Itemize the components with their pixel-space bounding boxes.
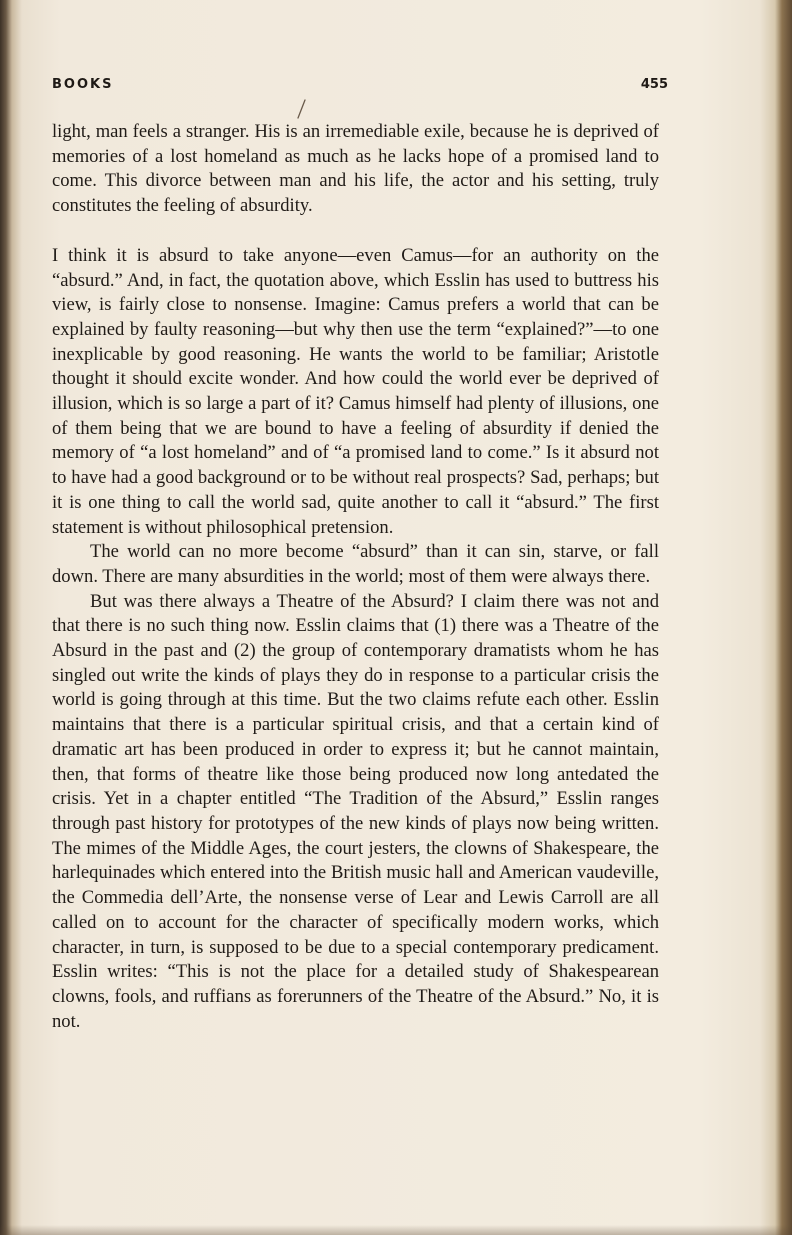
- section-title: BOOKS: [52, 77, 114, 92]
- pencil-mark: [294, 98, 308, 120]
- paragraph: The world can no more become “absurd” than it can sin, starve, or fall down. There are many absurdities in the world; most of them were always there.: [52, 541, 659, 587]
- running-head: [52, 77, 668, 101]
- paragraph: But was there always a Theatre of the Absurd? I claim there was not and that there is no such thing now. Esslin claims that (1) there was a Theatre of the Absurd in the past and (2) the group of contemporary dramatists whom he has singled out write the kinds of plays they do in response to a particular crisis the world is going through at this time. But the two claims refute each other. Esslin maintains that there is a particular spiritual crisis, and that a certain kind of dramatic art has been produced in order to express it; but he cannot maintain, then, that forms of theatre like those being produced now long antedated the crisis. Yet in a chapter entitled “The Tradition of the Absurd,” Esslin ranges through past history for prototypes of the new kinds of plays now being written. The mimes of the Middle Ages, the court jesters, the clowns of Shakespeare, the harlequinades which entered into the British music hall and American vaudeville, the Commedia dell’Arte, the nonsense verse of Lear and Lewis Carroll are all called on to account for the character of specifically modern works, which character, in turn, is supposed to be due to a special contemporary predicament. Esslin writes: “This is not the place for a detailed study of Shakespearean clowns, fools, and ruffians as forerunners of the Theatre of the Absurd.” No, it is not.: [52, 590, 659, 1032]
- page-number: 455: [640, 77, 668, 92]
- body-text: [52, 120, 659, 1034]
- paragraph-continued: light, man feels a stranger. His is an irremediable exile, because he is deprived of memories of a lost homeland as much as he lacks hope of a promised land to come. This divorce between man and his life, the actor and his setting, truly constitutes the feeling of absurdity.: [52, 121, 659, 217]
- paragraph: I think it is absurd to take anyone—even Camus—for an authority on the “absurd.” And, in fact, the quotation above, which Esslin has used to buttress his view, is fairly close to nonsense. Imagine: Camus prefers a world that can be explained by faulty reasoning—but why then use the term “explained?”—to one inexplicable by good reasoning. He wants the world to be familiar; Aristotle thought it should excite wonder. And how could the world ever be deprived of illusion, which is so large a part of it? Camus himself had plenty of illusions, one of them being that we are bound to have a feeling of absurdity if denied the memory of “a lost homeland” and of “a promised land to come.” Is it absurd not to have had a good background or to be without real prospects? Sad, perhaps; but it is one thing to call the world sad, quite another to call it “absurd.” The first statement is without philosophical pretension.: [52, 244, 659, 538]
